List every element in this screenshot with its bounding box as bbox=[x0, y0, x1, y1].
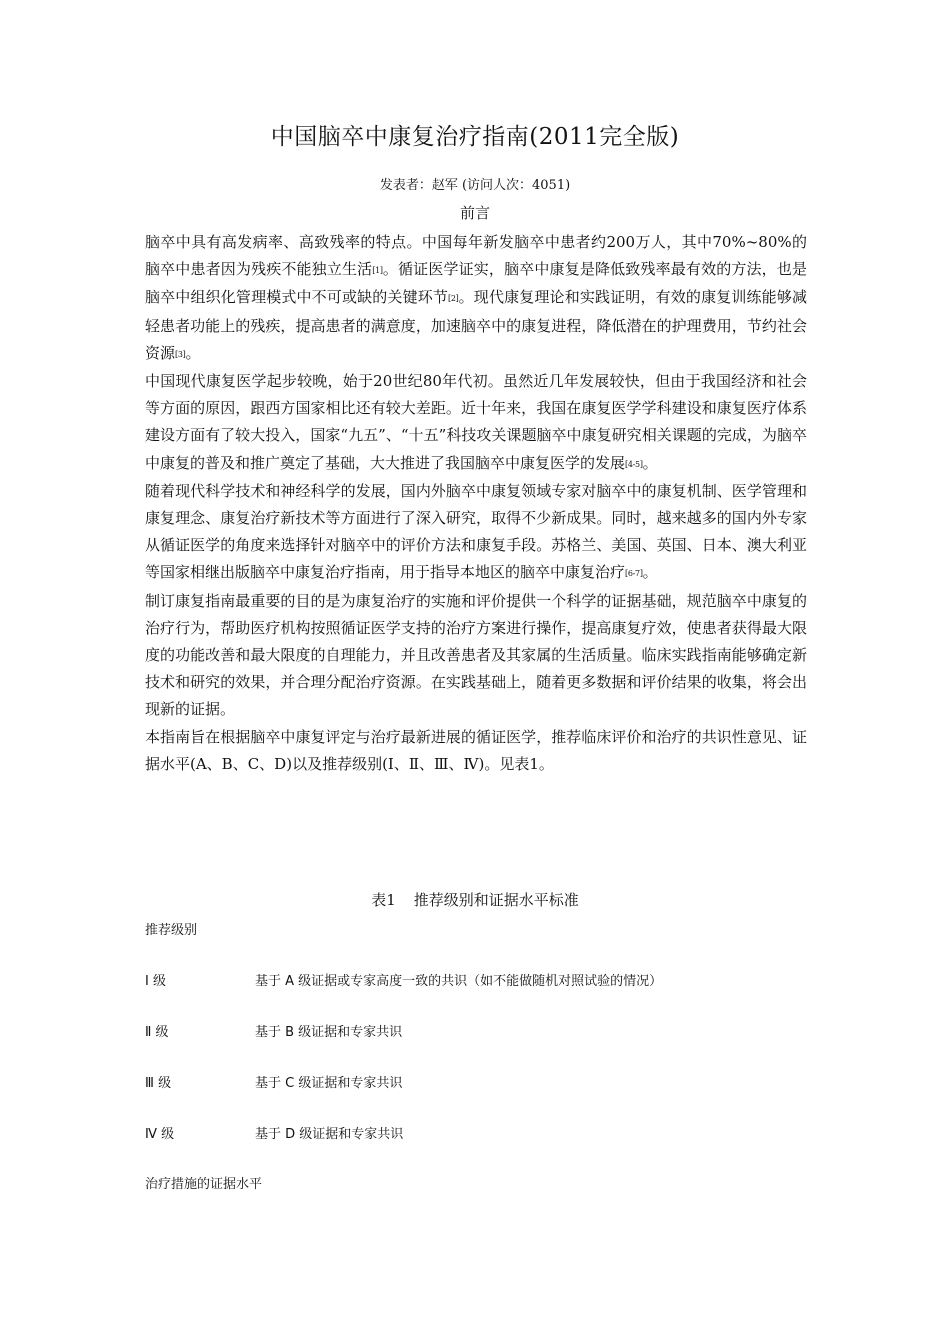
citation-ref: [4-5] bbox=[625, 459, 643, 469]
paragraph-text: 。循证医学证实，脑卒中康复是降低致残率最有效的方法，也是脑卒中组织化管理模式中不可或缺的关键环节 bbox=[145, 260, 807, 307]
citation-ref: [6-7] bbox=[625, 569, 643, 579]
paragraph-text: 脑卒中具有高发病率、高致残率的特点。中国每年新发脑卒中患者约200万人，其中70%~80%的脑卒中患者因为残疾不能独立生活 bbox=[145, 233, 807, 279]
grade-label: Ⅳ 级 bbox=[145, 1127, 175, 1142]
paragraph-text: 本指南旨在根据脑卒中康复评定与治疗最新进展的循证医学，推荐临床评价和治疗的共识性意见、证据水平(A、B、C、D)以及推荐级别(Ⅰ、Ⅱ、Ⅲ、Ⅳ)。见表1。 bbox=[145, 727, 807, 773]
paragraph-text: 。现代康复理论和实践证明，有效的康复训练能够减轻患者功能上的残疾，提高患者的满意度，加速脑卒中的康复进程，降低潜在的护理费用，节约社会资源 bbox=[145, 288, 807, 362]
grade-description: 基于 D 级证据和专家共识 bbox=[255, 1127, 404, 1142]
paragraph bbox=[145, 478, 807, 588]
paragraph-text: 制订康复指南最重要的目的是为康复治疗的实施和评价提供一个科学的证据基础，规范脑卒中康复的治疗行为，帮助医疗机构按照循证医学支持的治疗方案进行操作，提高康复疗效，使患者获得最大限度的功能改善和最大限度的自理能力，并且改善患者及其家属的生活质量。临床实践指南能够确定新技术和研究的效果，并合理分配治疗资源。在实践基础上，随着更多数据和评价结果的收集，将会出现新的证据。 bbox=[145, 591, 807, 719]
grade-description: 基于 A 级证据或专家高度一致的共识（如不能做随机对照试验的情况） bbox=[255, 974, 663, 989]
citation-ref: [3] bbox=[175, 349, 186, 359]
evidence-level-label: 治疗措施的证据水平 bbox=[145, 1177, 263, 1192]
table-caption bbox=[0, 889, 950, 910]
paragraph bbox=[145, 588, 807, 724]
paragraph-text: 随着现代科学技术和神经科学的发展，国内外脑卒中康复领域专家对脑卒中的康复机制、医学管理和康复理念、康复治疗新技术等方面进行了深入研究，取得不少新成果。同时，越来越多的国内外专家从循证医学的角度来选择针对脑卒中的评价方法和康复手段。苏格兰、美国、英国、日本、澳大利亚等国家相继出版脑卒中康复治疗指南，用于指导本地区的脑卒中康复治疗 bbox=[145, 481, 807, 582]
paragraph-text: 。 bbox=[642, 453, 658, 472]
grade-description: 基于 C 级证据和专家共识 bbox=[255, 1076, 403, 1091]
paragraph bbox=[145, 368, 807, 478]
grade-label: Ⅰ 级 bbox=[145, 974, 166, 989]
paragraph-text: 。 bbox=[185, 343, 201, 362]
paragraph-text: 中国现代康复医学起步较晚，始于20世纪80年代初。虽然近几年发展较快，但由于我国经济和社会等方面的原因，跟西方国家相比还有较大差距。近十年来，我国在康复医学学科建设和康复医疗体系建设方面有了较大投入，国家“九五”、“十五”科技攻关课题脑卒中康复研究相关课题的完成，为脑卒中康复的普及和推广奠定了基础，大大推进了我国脑卒中康复医学的发展 bbox=[145, 372, 807, 472]
paragraph bbox=[145, 229, 807, 368]
table-number: 表1 bbox=[371, 891, 396, 909]
grade-label: Ⅲ 级 bbox=[145, 1076, 172, 1091]
grade-label: Ⅱ 级 bbox=[145, 1025, 169, 1040]
table-caption-text: 推荐级别和证据水平标准 bbox=[413, 891, 579, 909]
paragraph-text: 。 bbox=[642, 563, 658, 582]
preface-body bbox=[145, 229, 807, 778]
document-title: 中国脑卒中康复治疗指南(2011完全版) bbox=[270, 124, 680, 150]
recommendation-level-label: 推荐级别 bbox=[145, 923, 198, 938]
paragraph bbox=[145, 724, 807, 778]
grade-description: 基于 B 级证据和专家共识 bbox=[255, 1025, 403, 1040]
byline: 发表者：赵军 (访问人次：4051) bbox=[379, 178, 571, 193]
citation-ref: [2] bbox=[448, 294, 459, 304]
citation-ref: [1] bbox=[372, 266, 383, 276]
section-heading-preface: 前言 bbox=[459, 204, 490, 222]
